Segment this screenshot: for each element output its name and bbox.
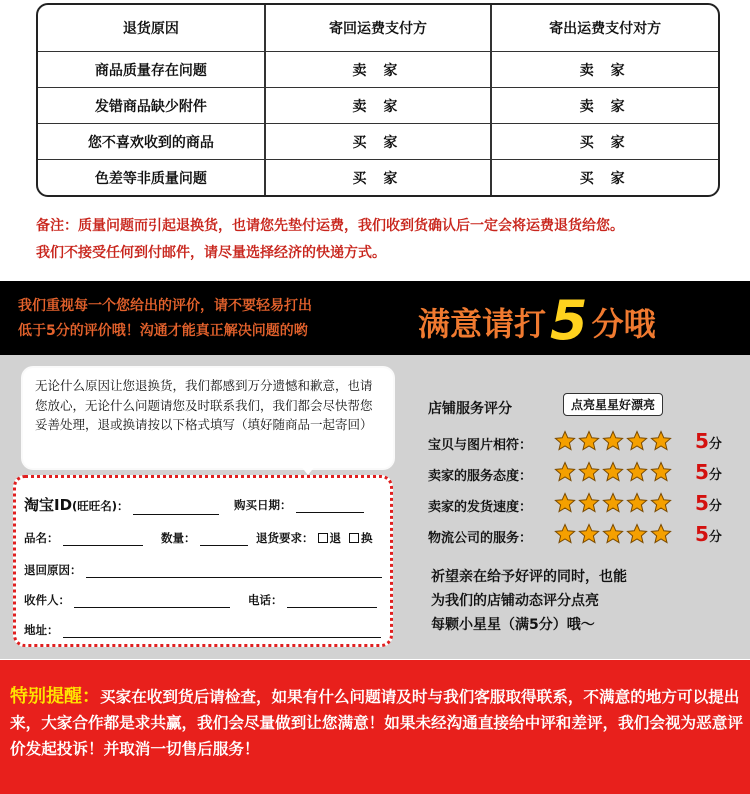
cell-payer: 买 家 xyxy=(265,124,492,160)
rating-row xyxy=(428,461,738,485)
star-icon[interactable] xyxy=(554,430,576,452)
rating-label: 卖家的发货速度： xyxy=(428,500,533,515)
form-row-address xyxy=(24,622,381,638)
cell-payer: 卖 家 xyxy=(265,88,492,124)
form-row-taobao-id xyxy=(24,494,219,515)
product-label: 品名： xyxy=(24,531,59,545)
banner-slogan xyxy=(418,289,656,352)
rating-stars xyxy=(554,492,674,518)
product-field[interactable] xyxy=(63,533,143,546)
star-icon[interactable] xyxy=(626,523,648,545)
taobao-id-sublabel: (旺旺名)： xyxy=(72,499,129,513)
star-icon[interactable] xyxy=(626,461,648,483)
address-label: 地址： xyxy=(24,623,59,637)
rating-score-unit: 分 xyxy=(708,499,722,514)
star-icon[interactable] xyxy=(602,523,624,545)
star-icon[interactable] xyxy=(578,430,600,452)
form-row-phone xyxy=(248,592,377,608)
return-requirement-label: 退货要求： xyxy=(256,531,314,545)
quantity-field[interactable] xyxy=(200,533,248,546)
cell-payer: 卖 家 xyxy=(265,52,492,88)
header-return-shipping: 寄回运费支付方 xyxy=(265,5,492,52)
wish-line-2: 为我们的店铺动态评分点亮 xyxy=(431,593,599,609)
table-row xyxy=(38,124,718,160)
return-form-section xyxy=(0,355,750,659)
rating-score-unit: 分 xyxy=(708,437,722,452)
return-policy-table xyxy=(36,3,720,197)
table-row xyxy=(38,88,718,124)
star-icon[interactable] xyxy=(626,492,648,514)
note-line-1: 备注：质量问题而引起退换货，也请您先垫付运费，我们收到货确认后一定会将运费退货给您。 xyxy=(36,218,624,234)
banner-text-line-1: 我们重视每一个您给出的评价，请不要轻易打出 xyxy=(18,298,312,314)
rating-score xyxy=(695,460,722,484)
cell-payer: 买 家 xyxy=(265,160,492,195)
star-icon[interactable] xyxy=(578,492,600,514)
cell-payer: 卖 家 xyxy=(491,52,718,88)
banner-text xyxy=(18,294,398,344)
reason-label: 退回原因： xyxy=(24,563,82,577)
wish-line-3: 每颗小星星（满5分）哦～ xyxy=(431,617,595,633)
reminder-text xyxy=(10,684,745,762)
return-checkbox[interactable] xyxy=(318,533,328,543)
purchase-date-field[interactable] xyxy=(296,500,364,513)
star-icon[interactable] xyxy=(650,461,672,483)
form-row-product xyxy=(24,530,143,546)
slogan-before: 满意请打 xyxy=(418,305,547,343)
star-icon[interactable] xyxy=(650,523,672,545)
rating-score xyxy=(695,491,722,515)
star-icon[interactable] xyxy=(554,461,576,483)
cell-payer: 卖 家 xyxy=(491,88,718,124)
rating-score-value: 5 xyxy=(695,429,709,453)
address-field[interactable] xyxy=(63,625,381,638)
taobao-id-field[interactable] xyxy=(133,502,219,515)
table-row xyxy=(38,52,718,88)
note-line-2: 我们不接受任何到付邮件，请尽量选择经济的快递方式。 xyxy=(36,245,386,261)
rating-score xyxy=(695,522,722,546)
form-row-return-requirement xyxy=(256,530,373,546)
taobao-id-label: 淘宝ID xyxy=(24,496,73,514)
rating-row xyxy=(428,430,738,454)
star-icon[interactable] xyxy=(650,492,672,514)
recipient-field[interactable] xyxy=(74,595,230,608)
star-icon[interactable] xyxy=(602,430,624,452)
star-icon[interactable] xyxy=(578,523,600,545)
rating-label: 物流公司的服务： xyxy=(428,531,533,546)
rating-score xyxy=(695,429,722,453)
rating-score-value: 5 xyxy=(695,460,709,484)
slogan-after: 分哦 xyxy=(591,305,656,343)
exchange-option-label: 换 xyxy=(361,531,373,545)
cell-reason: 您不喜欢收到的商品 xyxy=(38,124,265,160)
rating-stars xyxy=(554,461,674,487)
form-row-recipient xyxy=(24,592,230,608)
cell-reason: 商品质量存在问题 xyxy=(38,52,265,88)
purchase-date-label: 购买日期： xyxy=(234,498,292,512)
rating-row xyxy=(428,523,738,547)
banner-text-line-2: 低于5分的评价哦！沟通才能真正解决问题的哟 xyxy=(18,323,308,339)
rating-row xyxy=(428,492,738,516)
reminder-panel xyxy=(0,660,750,794)
return-form xyxy=(13,475,393,647)
reminder-body: 买家在收到货后请检查，如果有什么问题请及时与我们客服取得联系，不满意的地方可以提出来，大家合作都是求共赢，我们会尽量做到让您满意！如果未经沟通直接给中评和差评，我们会视为恶意评价发起投诉！并取消一切售后服务！ xyxy=(10,688,743,758)
return-option-label: 退 xyxy=(329,531,342,545)
rating-score-value: 5 xyxy=(695,522,709,546)
slogan-number: 5 xyxy=(550,289,588,352)
phone-field[interactable] xyxy=(287,595,377,608)
wish-text xyxy=(431,565,627,637)
reason-field[interactable] xyxy=(86,565,382,578)
star-icon[interactable] xyxy=(650,430,672,452)
rating-title: 店铺服务评分 xyxy=(428,401,512,417)
header-send-shipping: 寄出运费支付对方 xyxy=(491,5,718,52)
rating-label: 宝贝与图片相符： xyxy=(428,438,533,453)
table-header-row xyxy=(38,5,718,52)
rating-stars xyxy=(554,430,674,456)
cell-payer: 买 家 xyxy=(491,124,718,160)
rating-score-unit: 分 xyxy=(708,530,722,545)
star-icon[interactable] xyxy=(626,430,648,452)
bubble-tail xyxy=(300,465,316,475)
phone-label: 电话： xyxy=(248,593,283,607)
quantity-label: 数量： xyxy=(161,531,196,545)
exchange-checkbox[interactable] xyxy=(349,533,359,543)
star-icon[interactable] xyxy=(578,461,600,483)
cell-payer: 买 家 xyxy=(491,160,718,195)
star-icon[interactable] xyxy=(602,492,624,514)
table-row xyxy=(38,160,718,195)
form-row-reason xyxy=(24,562,382,578)
wish-line-1: 祈望亲在给予好评的同时，也能 xyxy=(431,569,627,585)
apology-bubble: 无论什么原因让您退换货，我们都感到万分遗憾和歉意，也请您放心，无论什么问题请您及时联系我们，我们都会尽快帮您妥善处理，退或换请按以下格式填写（填好随商品一起寄回） xyxy=(23,368,393,468)
recipient-label: 收件人： xyxy=(24,593,70,607)
header-reason: 退货原因 xyxy=(38,5,265,52)
rating-stars xyxy=(554,523,674,549)
reminder-heading: 特别提醒： xyxy=(10,686,100,707)
cell-reason: 色差等非质量问题 xyxy=(94,170,207,187)
form-row-quantity xyxy=(161,530,248,546)
review-banner xyxy=(0,281,750,355)
rating-label: 卖家的服务态度： xyxy=(428,469,533,484)
star-icon[interactable] xyxy=(554,492,576,514)
star-icon[interactable] xyxy=(602,461,624,483)
form-row-purchase-date xyxy=(234,497,364,513)
star-icon[interactable] xyxy=(554,523,576,545)
rating-score-value: 5 xyxy=(695,491,709,515)
cell-reason: 发错商品缺少附件 xyxy=(38,88,265,124)
rating-score-unit: 分 xyxy=(708,468,722,483)
rating-badge: 点亮星星好漂亮 xyxy=(563,393,663,416)
